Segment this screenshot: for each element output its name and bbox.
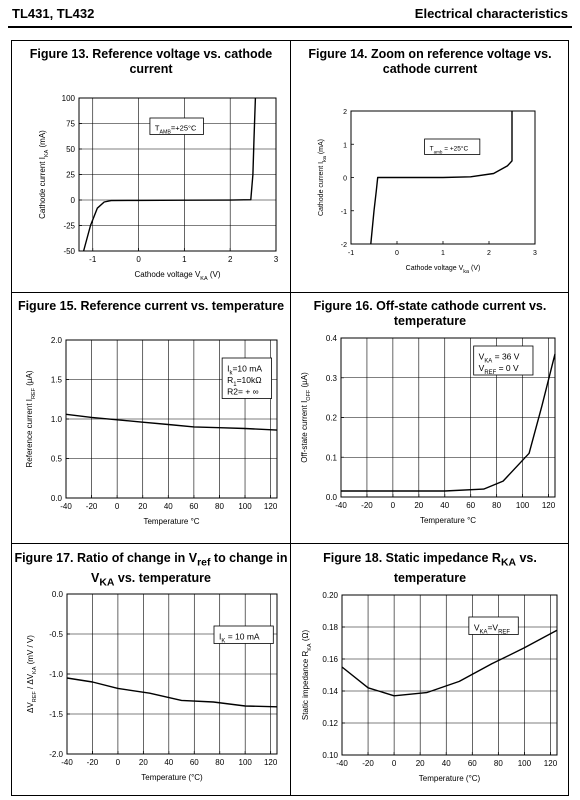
y-axis-label: Cathode current $I_{KA}$ (mA) <box>38 130 50 219</box>
annotation-text: $I_k=10$ mA <box>227 363 263 377</box>
x-tick-label: 20 <box>415 759 425 768</box>
figure-cell-f16 <box>291 293 569 544</box>
x-tick-label: 120 <box>263 758 278 767</box>
chart-svg <box>12 41 290 292</box>
y-tick-label: 0.16 <box>322 655 338 664</box>
figure-title-line: temperature <box>393 314 467 328</box>
series-line <box>342 630 557 696</box>
x-axis-label: Cathode voltage $V_{ka}$ (V) <box>405 265 481 275</box>
x-tick-label: -20 <box>362 759 374 768</box>
series-line <box>67 678 277 707</box>
y-axis-label: Off-state current $I_{OFF}$ (µA) <box>300 372 312 463</box>
annotation-text: $T_{amb} = +25^\circ C$ <box>429 145 469 154</box>
y-tick-label: 25 <box>66 170 75 180</box>
y-tick-label: -50 <box>63 247 75 256</box>
x-tick-label: -40 <box>61 758 73 767</box>
x-tick-label: 80 <box>215 758 225 767</box>
x-tick-label: 2 <box>487 250 491 257</box>
y-tick-label: 0.1 <box>325 453 337 463</box>
figure-title-line: Figure 18. Static impedance $R_{KA}$ vs. <box>323 551 537 569</box>
chart-svg <box>291 545 569 796</box>
annotation-text: $V_{KA}=V_{REF}$ <box>473 622 510 636</box>
x-tick-label: -20 <box>361 501 373 510</box>
y-tick-label: 2 <box>343 109 347 116</box>
annotation-box <box>469 617 518 636</box>
figure-cell-f15 <box>12 293 290 544</box>
figure-title-line: Figure 15. Reference current vs. temperature <box>17 299 285 313</box>
figure-title-line: Figure 17. Ratio of change in $V_{ref}$ to change in <box>14 551 288 569</box>
y-tick-label: -2.0 <box>49 750 63 759</box>
x-tick-label: 0 <box>114 502 120 511</box>
x-tick-label: 20 <box>138 758 148 767</box>
x-tick-label: 40 <box>441 759 451 768</box>
y-tick-label: 0 <box>343 175 347 183</box>
y-tick-label: -1.5 <box>49 710 63 719</box>
y-tick-label: 1.0 <box>50 415 62 424</box>
figure-title-line: Figure 16. Off-state cathode current vs. <box>313 299 547 313</box>
chart-svg <box>12 293 290 544</box>
y-tick-label: 0.0 <box>50 494 62 503</box>
x-tick-label: 3 <box>273 255 279 264</box>
x-tick-label: -20 <box>86 758 99 767</box>
figure-title-line: cathode current <box>382 62 478 76</box>
y-tick-label: 0.2 <box>325 413 337 423</box>
annotation-text: $V_{REF} = 0$ V <box>478 363 519 376</box>
x-tick-label: 0 <box>390 501 396 510</box>
figure-title-line: Figure 13. Reference voltage vs. cathode <box>29 47 273 61</box>
series-line <box>371 111 512 244</box>
y-tick-label: 2.0 <box>50 336 62 345</box>
y-axis-label: Reference current $I_{REF}$ (µA) <box>25 370 37 468</box>
x-tick-label: 100 <box>515 501 530 510</box>
y-tick-label: -1.0 <box>49 670 63 679</box>
page-header <box>8 0 572 28</box>
x-tick-label: 80 <box>493 759 503 768</box>
document-title: TL431, TL432 <box>12 6 95 21</box>
x-tick-label: 1 <box>182 255 187 264</box>
x-tick-label: 100 <box>517 759 532 768</box>
annotation-box <box>474 346 533 376</box>
x-tick-label: 20 <box>414 501 424 510</box>
x-tick-label: 120 <box>543 759 558 768</box>
x-tick-label: -40 <box>60 502 72 511</box>
y-tick-label: 0.12 <box>322 719 338 728</box>
y-tick-label: 0.0 <box>51 590 63 599</box>
figure-title-line: $V_{KA}$ vs. temperature <box>91 570 211 588</box>
series-line <box>66 414 277 430</box>
figure-cell-f14 <box>291 41 569 292</box>
y-tick-label: 1.5 <box>50 375 62 385</box>
y-tick-label: -25 <box>63 221 75 231</box>
annotation-text: $T_{AMB}=+25^\circ C$ <box>154 123 197 136</box>
x-tick-label: 80 <box>215 502 224 511</box>
y-tick-label: 0.0 <box>325 493 337 502</box>
y-tick-label: 0.18 <box>322 623 338 632</box>
x-tick-label: -20 <box>85 502 98 511</box>
figure-cell-f18 <box>291 545 569 796</box>
y-axis-label: $\Delta V_{REF} / \Delta V_{KA}$ (mV / V) <box>26 635 38 713</box>
y-tick-label: 0 <box>70 196 75 205</box>
x-axis-label: Temperature (°C) <box>418 774 481 783</box>
x-tick-label: -40 <box>336 759 348 768</box>
annotation-box <box>150 118 204 136</box>
y-tick-label: 50 <box>66 145 75 154</box>
x-axis-label: Temperature °C <box>419 516 477 525</box>
x-tick-label: 0 <box>391 759 397 768</box>
chart-svg <box>291 41 569 292</box>
y-tick-label: 0.4 <box>325 334 337 343</box>
figure-title-line: temperature <box>393 570 467 585</box>
x-tick-label: -1 <box>347 250 355 257</box>
plot-area <box>342 595 557 755</box>
x-tick-label: 80 <box>492 501 502 510</box>
x-tick-label: 20 <box>138 502 148 511</box>
figure-title-line: Figure 14. Zoom on reference voltage vs. <box>308 47 552 61</box>
y-tick-label: -2 <box>340 242 347 249</box>
y-tick-label: 100 <box>61 94 75 103</box>
annotation-text: R2= + ∞ <box>227 386 259 397</box>
x-tick-label: 40 <box>440 501 450 510</box>
x-axis-label: Temperature (°C) <box>141 773 203 782</box>
x-tick-label: 1 <box>441 250 445 257</box>
y-tick-label: 0.10 <box>322 751 338 760</box>
y-tick-label: 0.20 <box>322 591 338 600</box>
annotation-text: $V_{KA} = 36$ V <box>478 351 520 365</box>
x-tick-label: 120 <box>263 502 278 511</box>
figure-cell-f13 <box>12 41 290 292</box>
x-tick-label: 60 <box>466 501 476 510</box>
x-tick-label: 0 <box>395 250 399 257</box>
y-tick-label: 1 <box>343 142 347 150</box>
y-tick-label: -0.5 <box>49 630 63 639</box>
figure-title-line: current <box>129 62 173 76</box>
x-tick-label: -40 <box>335 501 347 510</box>
annotation-text: $R_1=10k\Omega$ <box>227 375 262 388</box>
annotation-box <box>214 626 273 645</box>
y-tick-label: 0.3 <box>325 373 337 383</box>
x-tick-label: 0 <box>136 255 141 264</box>
x-axis-label: Cathode voltage $V_{KA}$ (V) <box>134 270 221 282</box>
x-tick-label: 100 <box>238 758 252 767</box>
x-tick-label: 2 <box>227 255 233 264</box>
figure-grid <box>11 40 569 796</box>
y-tick-label: 75 <box>66 119 75 129</box>
x-tick-label: 100 <box>238 502 252 511</box>
x-tick-label: 40 <box>163 502 173 511</box>
x-tick-label: 60 <box>189 758 199 767</box>
figure-cell-f17 <box>12 545 290 796</box>
chart-svg <box>12 545 290 796</box>
x-tick-label: 60 <box>189 502 199 511</box>
x-tick-label: 120 <box>541 501 556 510</box>
y-tick-label: 0.5 <box>50 454 62 464</box>
y-axis-label: Static impedance $R_{KA}$ (Ω) <box>301 629 313 721</box>
x-tick-label: 3 <box>533 250 537 257</box>
y-tick-label: 0.14 <box>322 687 338 696</box>
y-axis-label: Cathode current $I_{ka}$ (mA) <box>318 138 328 217</box>
x-tick-label: 40 <box>164 758 174 767</box>
annotation-text: $I_K = 10$ mA <box>219 631 260 645</box>
x-tick-label: 0 <box>115 758 121 767</box>
x-tick-label: 60 <box>467 759 477 768</box>
x-axis-label: Temperature °C <box>143 517 200 526</box>
annotation-box <box>425 139 480 155</box>
x-tick-label: -1 <box>89 255 97 264</box>
annotation-box <box>222 358 271 399</box>
chart-svg <box>291 293 569 544</box>
section-title: Electrical characteristics <box>414 6 568 21</box>
y-tick-label: -1 <box>340 208 347 216</box>
